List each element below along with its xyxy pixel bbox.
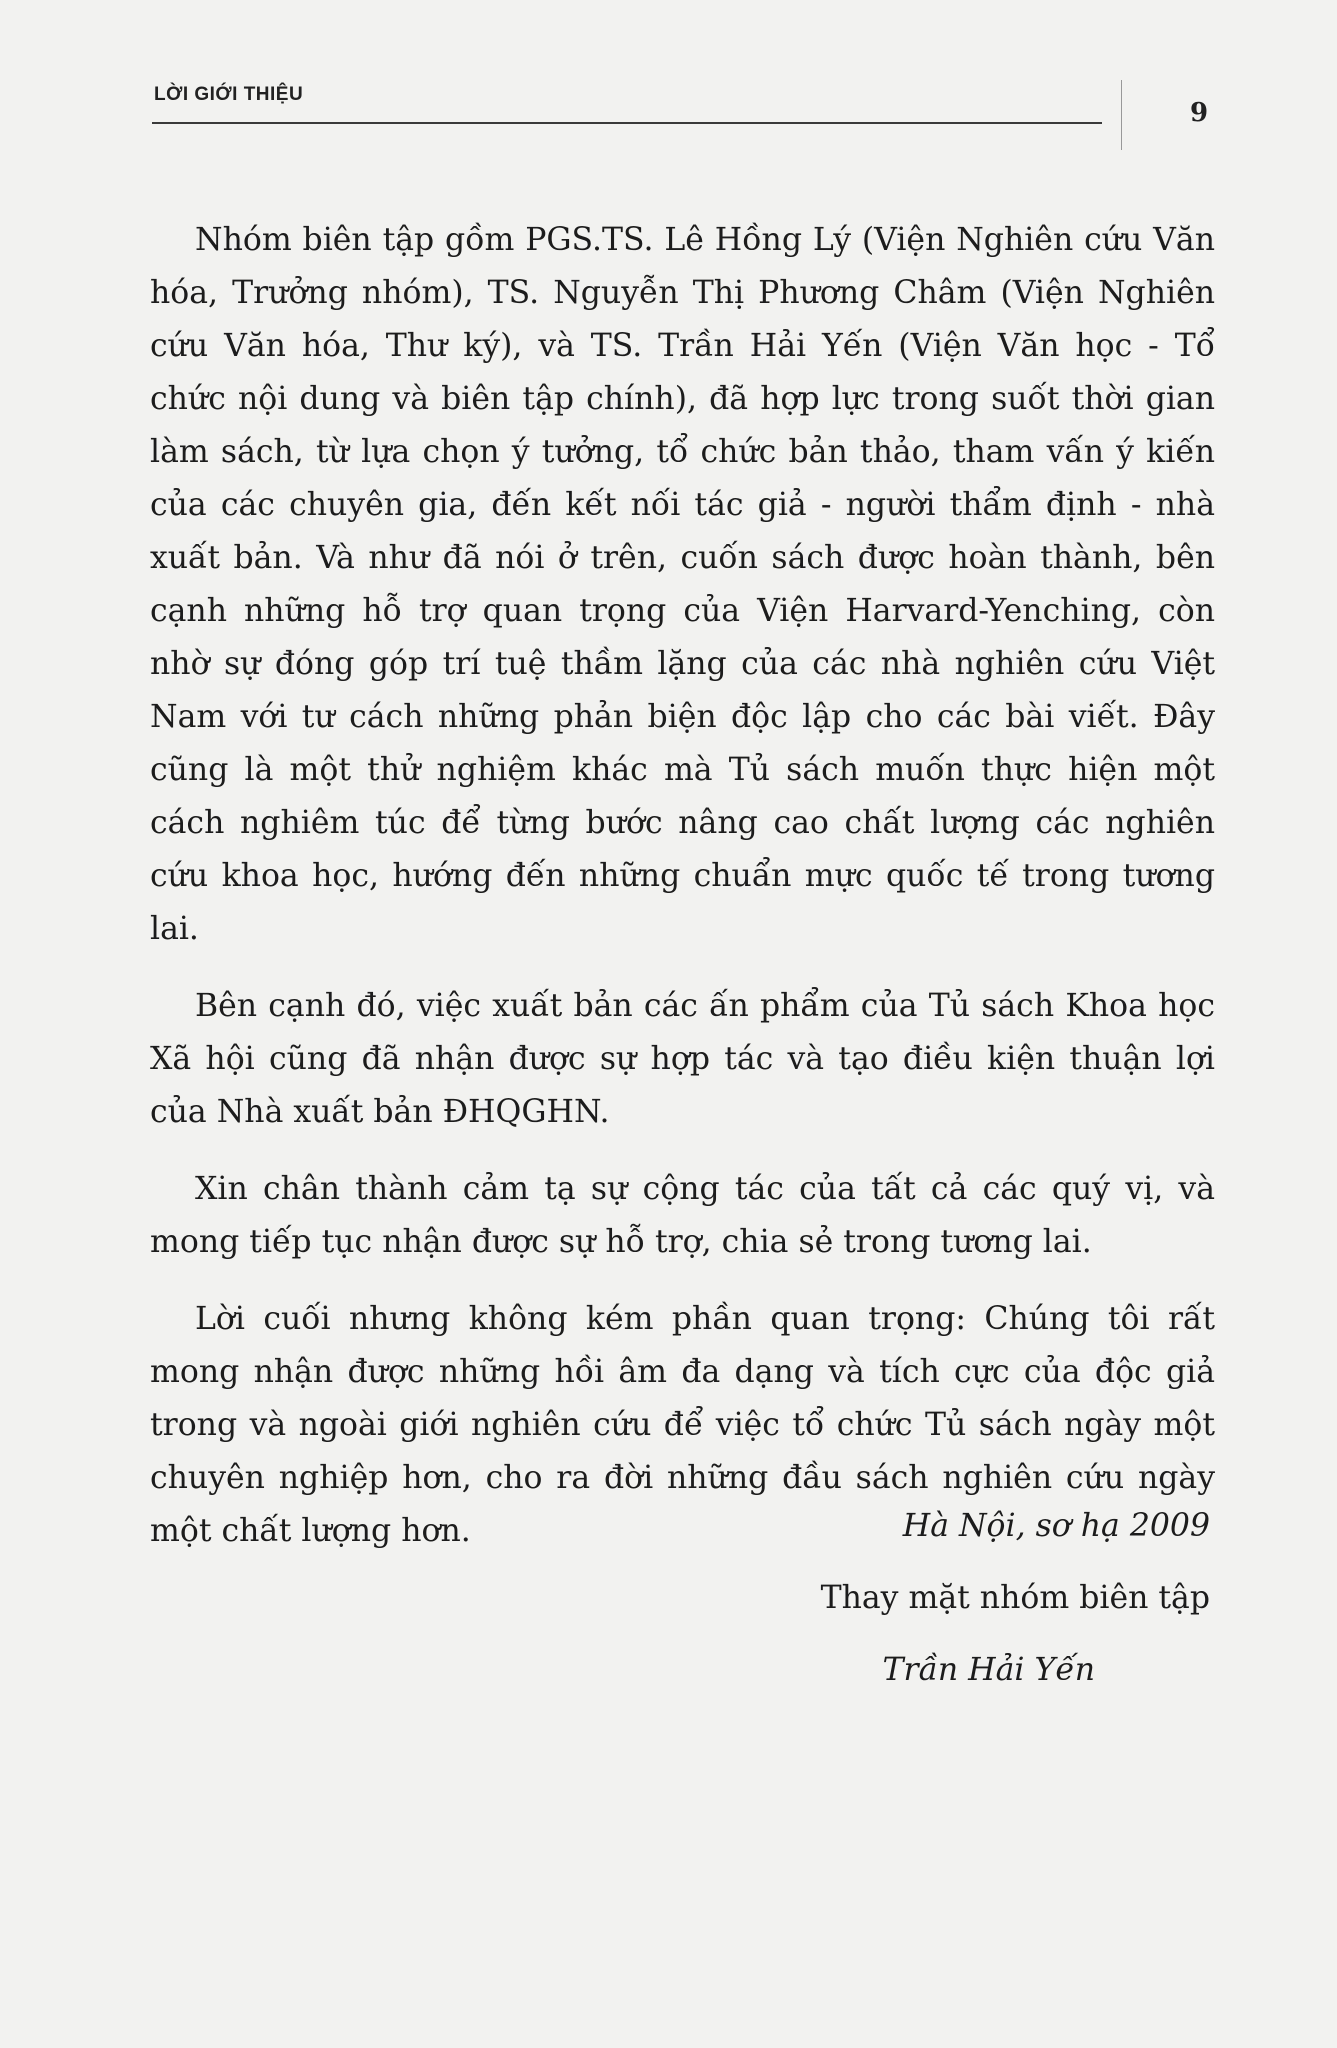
paragraph: Lời cuối nhưng không kém phần quan trọng: Chúng tôi rất mong nhận được những hồi âm đa dạng và tích cực của độc giả trong và ngoài giới nghiên cứu để việc tổ chức Tủ sách ngày một chuyên nghiệp hơn, cho ra đời những đầu sách nghiên cứu ngày một chất lượng hơn.: [150, 1301, 1215, 1549]
paragraph: Xin chân thành cảm tạ sự cộng tác của tất cả các quý vị, và mong tiếp tục nhận được sự hỗ trợ, chia sẻ trong tương lai.: [150, 1171, 1215, 1260]
body-text: [150, 214, 1215, 1582]
signature-name: Trần Hải Yến: [882, 1652, 1095, 1688]
paragraph: Nhóm biên tập gồm PGS.TS. Lê Hồng Lý (Viện Nghiên cứu Văn hóa, Trưởng nhóm), TS. Nguyễn Thị Phương Châm (Viện Nghiên cứu Văn hóa, Thư ký), và TS. Trần Hải Yến (Viện Văn học - Tổ chức nội dung và biên tập chính), đã hợp lực trong suốt thời gian làm sách, từ lựa chọn ý tưởng, tổ chức bản thảo, tham vấn ý kiến của các chuyên gia, đến kết nối tác giả - người thẩm định - nhà xuất bản. Và như đã nói ở trên, cuốn sách được hoàn thành, bên cạnh những hỗ trợ quan trọng của Viện Harvard-Yenching, còn nhờ sự đóng góp trí tuệ thầm lặng của các nhà nghiên cứu Việt Nam với tư cách những phản biện độc lập cho các bài viết. Đây cũng là một thử nghiệm khác mà Tủ sách muốn thực hiện một cách nghiêm túc để từng bước nâng cao chất lượng các nghiên cứu khoa học, hướng đến những chuẩn mực quốc tế trong tương lai.: [150, 222, 1215, 947]
running-header: LỜI GIỚI THIỆU: [154, 84, 304, 105]
paragraph: Bên cạnh đó, việc xuất bản các ấn phẩm của Tủ sách Khoa học Xã hội cũng đã nhận được sự hợp tác và tạo điều kiện thuận lợi của Nhà xuất bản ĐHQGHN.: [150, 988, 1215, 1130]
signature-place-date: Hà Nội, sơ hạ 2009: [902, 1508, 1210, 1544]
header-divider: [1121, 80, 1122, 150]
header-rule: [152, 122, 1102, 124]
page-number: 9: [1190, 98, 1209, 128]
signature-role: Thay mặt nhóm biên tập: [820, 1580, 1210, 1616]
